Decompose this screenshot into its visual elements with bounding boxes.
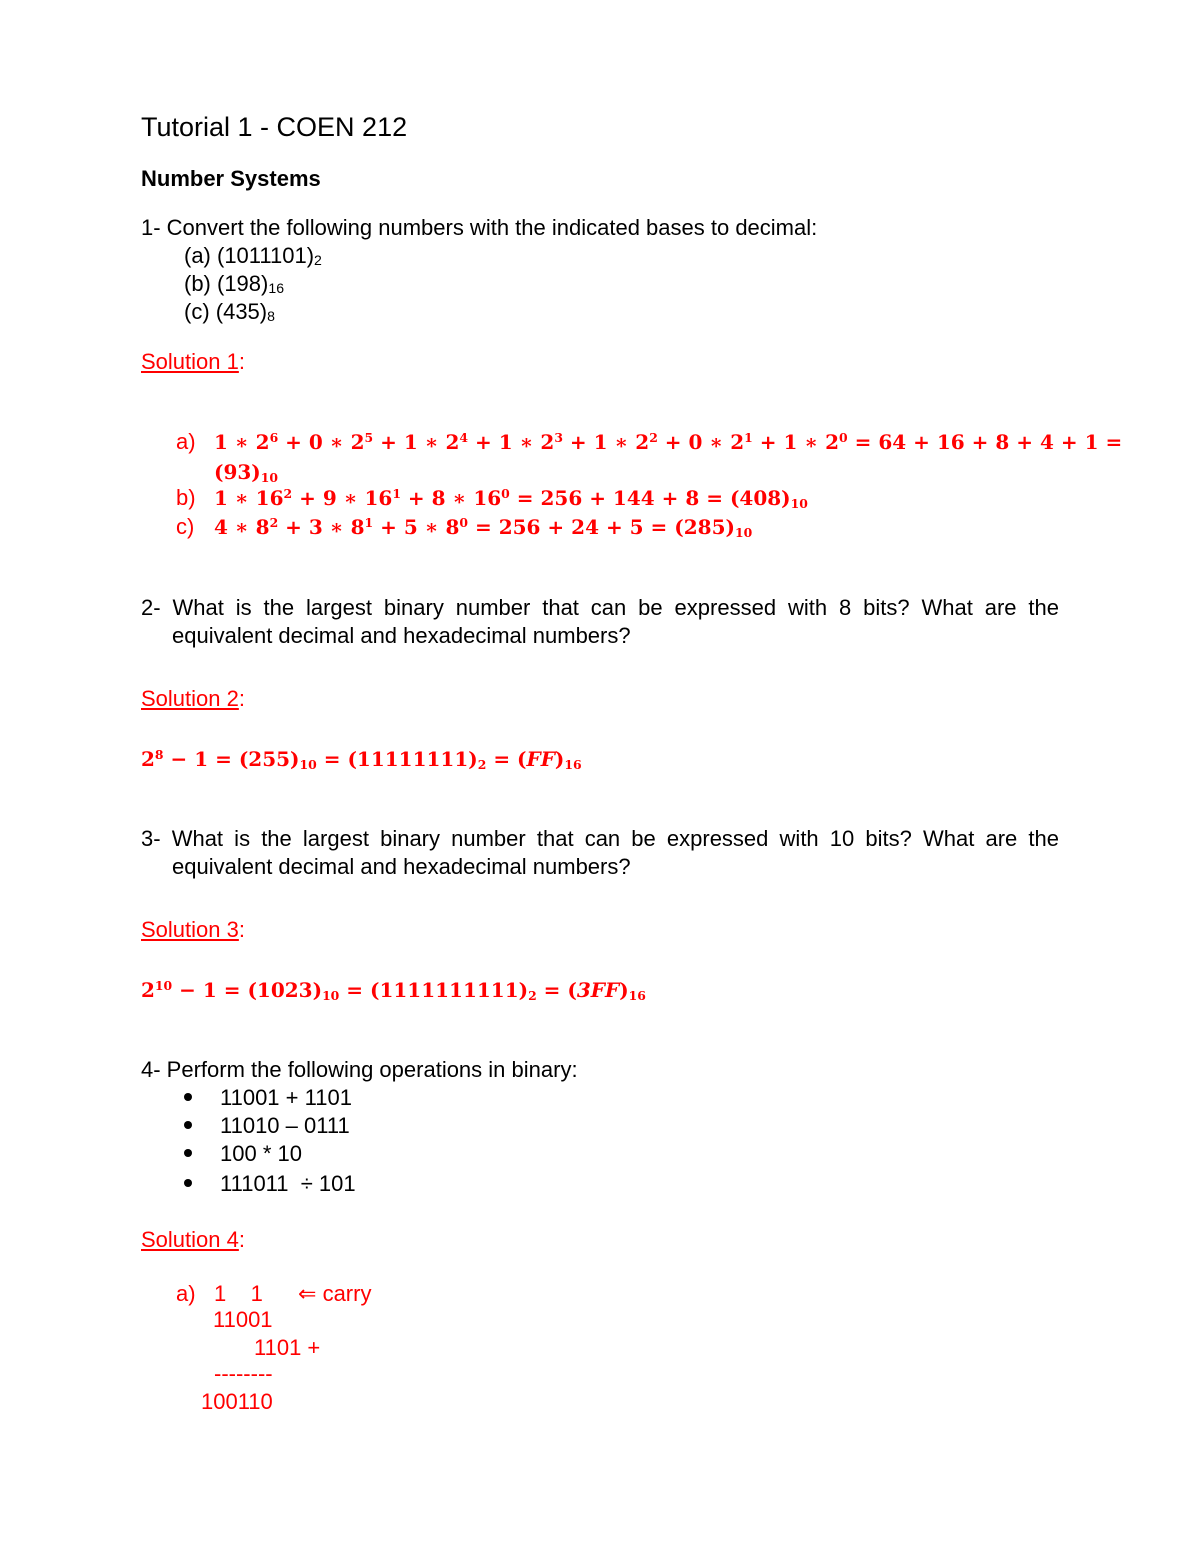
sum-result: 100110 xyxy=(201,1389,273,1414)
question-1-item-a: (a) (1011101)2 xyxy=(184,243,322,269)
page-title: Tutorial 1 - COEN 212 xyxy=(141,112,408,142)
bullet-icon xyxy=(184,1093,192,1101)
question-4: 4- Perform the following operations in binary: xyxy=(141,1057,578,1082)
carry-note: ⇐ carry xyxy=(298,1281,372,1306)
list-item: 11001 + 1101 xyxy=(184,1084,352,1112)
solution-4a-label: a) xyxy=(176,1281,196,1306)
list-item: 111011 ÷ 101 xyxy=(184,1170,356,1198)
solution-1a-result: $(93)_{10}$ xyxy=(214,460,279,486)
solution-1c-equation: 4 ∗ $8^2 + 3$ ∗ $8^1 + 5$ ∗ $8^0 = 256 + 24 + 5 = (285)_{10}$ xyxy=(214,515,753,541)
solution-4-heading: Solution 4: xyxy=(141,1227,245,1252)
carry-digits: 1 1 xyxy=(214,1281,263,1306)
solution-1c-label: c) xyxy=(176,514,195,539)
section-heading: Number Systems xyxy=(141,166,321,191)
addend-1: 11001 xyxy=(213,1307,273,1332)
solution-1a-equation: 1 ∗ $2^6 + 0$ ∗ $2^5 + 1$ ∗ $2^4 + 1$ ∗ $2^3 + 1$ ∗ $2^2 + 0$ ∗ $2^1 + 1$ ∗ $2^0 = 64 + 16 + 8 + 4 + 1$ = xyxy=(214,430,1123,454)
sum-rule: -------- xyxy=(214,1361,273,1386)
question-1-item-b: (b) (198)16 xyxy=(184,271,285,297)
solution-2-equation: $2^8 - 1 = (255)_{10} = (11111111)_2 = (FF)_{16}$ xyxy=(141,747,582,773)
solution-2-heading: Solution 2: xyxy=(141,686,245,711)
question-2-line-2: equivalent decimal and hexadecimal numbers? xyxy=(172,623,631,648)
solution-3-heading: Solution 3: xyxy=(141,917,245,942)
left-arrow-icon: ⇐ xyxy=(298,1281,317,1306)
question-1: 1- Convert the following numbers with the indicated bases to decimal: xyxy=(141,215,818,240)
bullet-icon xyxy=(184,1179,192,1187)
question-3-line-2: equivalent decimal and hexadecimal numbers? xyxy=(172,854,631,879)
solution-1-heading: Solution 1: xyxy=(141,349,245,374)
bullet-icon xyxy=(184,1121,192,1129)
solution-3-equation: $2^{10} - 1 = (1023)_{10} = (1111111111)_2 = (3FF)_{16}$ xyxy=(141,978,646,1004)
question-3-line-1: 3- What is the largest binary number that can be expressed with 10 bits? What are the xyxy=(141,826,1059,851)
solution-1b-equation: 1 ∗ $16^2 + 9$ ∗ $16^1 + 8$ ∗ $16^0 = 256 + 144 + 8 = (408)_{10}$ xyxy=(214,486,808,512)
question-1-item-c: (c) (435)8 xyxy=(184,299,275,325)
list-item: 100 * 10 xyxy=(184,1140,302,1168)
addend-2: 1101 + xyxy=(254,1335,321,1360)
list-item: 11010 – 0111 xyxy=(184,1112,350,1140)
solution-1a-label: a) xyxy=(176,429,196,454)
question-2-line-1: 2- What is the largest binary number that can be expressed with 8 bits? What are the xyxy=(141,595,1059,620)
solution-1b-label: b) xyxy=(176,485,196,510)
bullet-icon xyxy=(184,1149,192,1157)
